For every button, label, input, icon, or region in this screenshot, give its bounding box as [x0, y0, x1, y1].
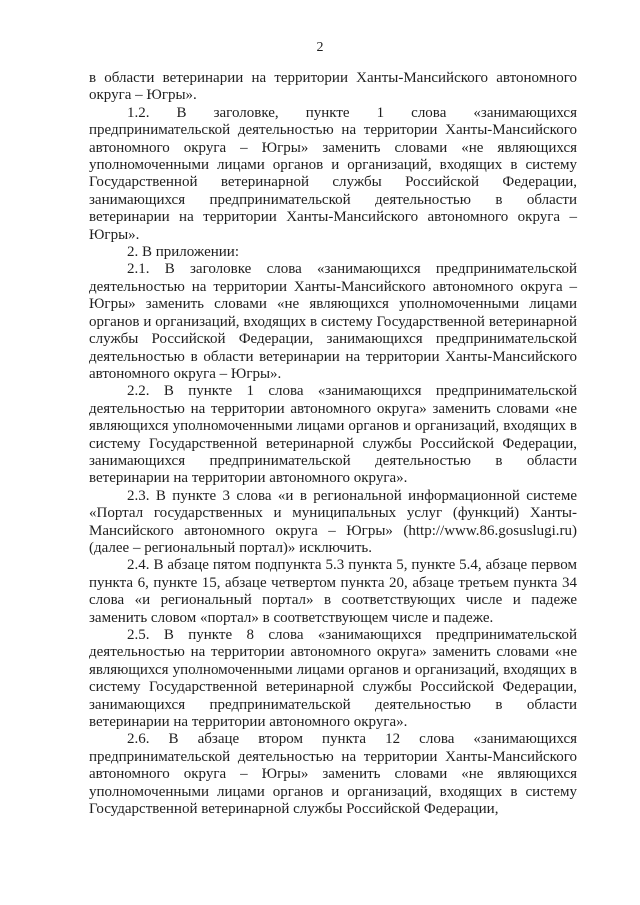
paragraph-2-6: 2.6. В абзаце втором пункта 12 слова «занимающихся предпринимательской деятельностью на территории Ханты-Мансийского автономного округа – Югры» заменить словами «не являющихся уполномоченными лицами органов и организаций, входящих в систему Государственной ветеринарной службы Российской Федерации, [89, 731, 577, 818]
page-number: 2 [316, 40, 324, 55]
paragraph-2: 2. В приложении: [127, 244, 239, 261]
document-body [89, 70, 577, 818]
paragraph-2-2: 2.2. В пункте 1 слова «занимающихся предпринимательской деятельностью на территории автономного округа» заменить словами «не являющихся уполномоченными лицами органов и организаций, входящих в систему Государственной ветеринарной службы Российской Федерации, занимающихся предпринимательской деятельностью в области ветеринарии на территории автономного округа». [89, 383, 577, 487]
paragraph-continuation: в области ветеринарии на территории Ханты-Мансийского автономного округа – Югры». [89, 70, 577, 104]
paragraph-2-5: 2.5. В пункте 8 слова «занимающихся предпринимательской деятельностью на территории автономного округа» заменить словами «не являющихся уполномоченными лицами органов и организаций, входящих в систему Государственной ветеринарной службы Российской Федерации, занимающихся предпринимательской деятельностью в области ветеринарии на территории автономного округа». [89, 627, 577, 731]
paragraph-1-2: 1.2. В заголовке, пункте 1 слова «занимающихся предпринимательской деятельностью на территории Ханты-Мансийского автономного округа – Югры» заменить словами «не являющихся уполномоченными лицами органов и организаций, входящих в систему Государственной ветеринарной службы Российской Федерации, занимающихся предпринимательской деятельностью в области ветеринарии на территории Ханты-Мансийского автономного округа – Югры». [89, 104, 577, 243]
paragraph-2-3: 2.3. В пункте 3 слова «и в региональной информационной системе «Портал государственных и муниципальных услуг (функций) Ханты-Мансийского автономного округа – Югры» (http://www.86.gosuslugi.ru) (далее – региональный портал)» исключить. [89, 487, 577, 556]
paragraph-2-1: 2.1. В заголовке слова «занимающихся предпринимательской деятельностью на территории Ханты-Мансийского автономного округа – Югры» заменить словами «не являющихся уполномоченными лицами органов и организаций, входящих в систему Государственной ветеринарной службы Российской Федерации, занимающихся предпринимательской деятельностью в области ветеринарии на территории Ханты-Мансийского автономного округа – Югры». [89, 261, 577, 382]
paragraph-2-4: 2.4. В абзаце пятом подпункта 5.3 пункта 5, пункте 5.4, абзаце первом пункта 6, пункте 15, абзаце четвертом пункта 20, абзаце третьем пункта 34 слова «и региональный портал» в соответствующих числе и падеже заменить словом «портал» в соответствующем числе и падеже. [89, 557, 577, 626]
